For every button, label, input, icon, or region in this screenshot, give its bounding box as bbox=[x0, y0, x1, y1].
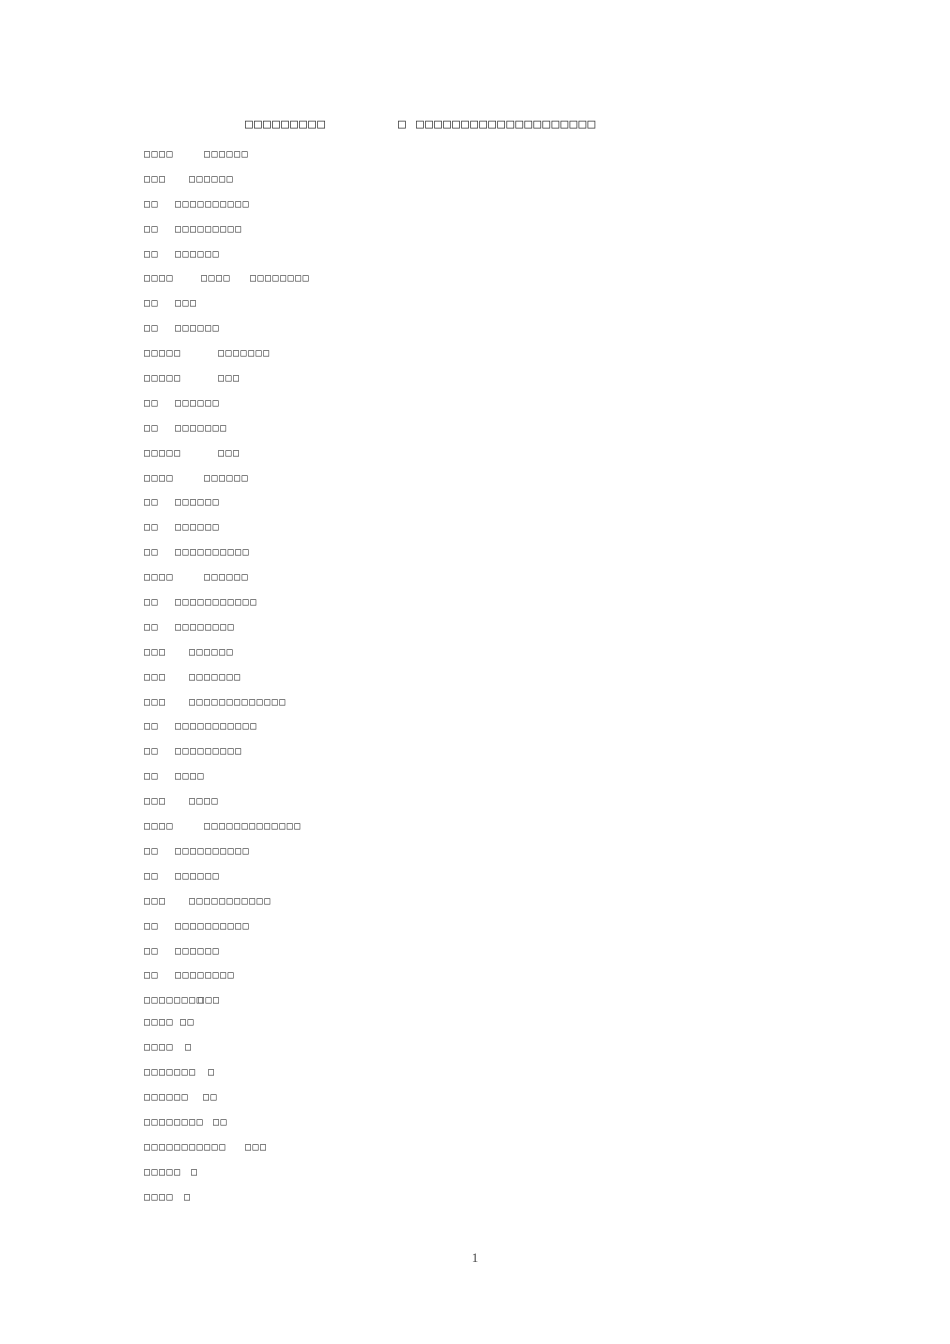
item-label: □□ bbox=[144, 298, 160, 310]
item-value: □□□□□□ bbox=[175, 522, 221, 534]
item-value: □□□□□□□□□ bbox=[175, 746, 243, 758]
item-value: □□□□ bbox=[189, 796, 220, 808]
item-label: □□ bbox=[144, 547, 160, 559]
item-label: □□ bbox=[144, 223, 160, 235]
item-label: □□ bbox=[144, 746, 160, 758]
item-label: □□□□□□□ bbox=[144, 1067, 197, 1079]
item-value: □□□ bbox=[245, 1141, 268, 1153]
item-value: □□□□□□ bbox=[175, 323, 221, 335]
item-value: □□□□□□ bbox=[175, 397, 221, 409]
item-value: □□□□□□□ bbox=[218, 348, 271, 360]
item-label: □□□□□ bbox=[144, 348, 182, 360]
item-value: □□□□□□□□ bbox=[175, 970, 236, 982]
item-value: □□ bbox=[213, 1116, 229, 1128]
item-label: □□ bbox=[144, 522, 160, 534]
item-value: □□□□□□□□□□□ bbox=[175, 721, 258, 733]
item-value: □ bbox=[208, 1067, 216, 1079]
item-note: □□□□□□□□ bbox=[250, 273, 311, 285]
item-value: □□ bbox=[203, 1091, 219, 1103]
page-number: 1 bbox=[471, 1250, 479, 1265]
item-label: □□ bbox=[144, 397, 160, 409]
item-label: □□□ bbox=[144, 646, 167, 658]
item-label: □□□□□□□□ bbox=[144, 995, 205, 1007]
item-label: □□ bbox=[144, 870, 160, 882]
item-label: □□□□ bbox=[144, 572, 175, 584]
item-value: □□□□□□□□□□ bbox=[175, 198, 251, 210]
item-value: □ bbox=[191, 1166, 199, 1178]
item-label: □□□ bbox=[144, 173, 167, 185]
item-value: □□□ bbox=[175, 298, 198, 310]
title-right: □ □□□□□□□□□□□□□□□□□□□□ bbox=[398, 117, 597, 132]
title-left: □□□□□□□□□ bbox=[245, 117, 327, 132]
item-value: □□□□□□ bbox=[175, 945, 221, 957]
item-label: □□□□□ bbox=[144, 447, 182, 459]
item-label: □□□ bbox=[144, 671, 167, 683]
item-label: □□□□□ bbox=[144, 1166, 182, 1178]
item-label: □□ bbox=[144, 771, 160, 783]
item-label: □□□□ bbox=[144, 273, 175, 285]
item-label: □□□ bbox=[144, 796, 167, 808]
item-value: □□□□□□□□□□ bbox=[175, 845, 251, 857]
item-label: □□ bbox=[144, 920, 160, 932]
item-label: □□□□□□□□ bbox=[144, 1116, 205, 1128]
item-value: □□□ bbox=[198, 995, 221, 1007]
item-label: □□ bbox=[144, 248, 160, 260]
item-value: □□□□□□□□ bbox=[175, 621, 236, 633]
item-value: □□□□□□ bbox=[189, 173, 235, 185]
item-label: □□ bbox=[144, 970, 160, 982]
item-label: □□□□ bbox=[144, 1042, 175, 1054]
item-value: □□□□□□□□□□□ bbox=[175, 597, 258, 609]
item-label: □□□□ bbox=[144, 149, 175, 160]
item-value: □□ bbox=[180, 1017, 196, 1029]
item-label: □□ bbox=[144, 845, 160, 857]
item-label: □□□□ bbox=[144, 472, 175, 484]
item-value: □ bbox=[184, 1191, 192, 1203]
item-label: □□□□□□□□□□□ bbox=[144, 1141, 227, 1153]
item-label: □□□□ bbox=[144, 1191, 175, 1203]
item-value: □□□□□□□□□□ bbox=[175, 920, 251, 932]
item-label: □□ bbox=[144, 945, 160, 957]
item-label: □□ bbox=[144, 323, 160, 335]
item-label: □□ bbox=[144, 621, 160, 633]
item-label: □□□ bbox=[144, 696, 167, 708]
item-value: □ bbox=[185, 1042, 193, 1054]
item-value: □□□□□□□□□ bbox=[175, 223, 243, 235]
item-label: □□□□ bbox=[144, 821, 175, 833]
item-value: □□□□□□□ bbox=[189, 671, 242, 683]
item-label: □□ bbox=[144, 422, 160, 434]
item-value: □□□□□□ bbox=[204, 572, 250, 584]
item-value: □□□ bbox=[218, 373, 241, 385]
item-label: □□ bbox=[144, 198, 160, 210]
page-title bbox=[0, 117, 950, 137]
item-value: □□□□□□ bbox=[204, 149, 250, 160]
item-value: □□□□□□ bbox=[175, 248, 221, 260]
item-value: □□□□ bbox=[201, 273, 232, 285]
item-value: □□□□□□□ bbox=[175, 422, 228, 434]
item-value: □□□□ bbox=[175, 771, 206, 783]
item-label: □□□□□□ bbox=[144, 1091, 190, 1103]
item-label: □□ bbox=[144, 497, 160, 509]
item-value: □□□□□□□□□□□□□ bbox=[189, 696, 287, 708]
item-value: □□□□□□ bbox=[175, 497, 221, 509]
item-value: □□□□□□□□□□□ bbox=[189, 895, 272, 907]
item-value: □□□□□□□□□□ bbox=[175, 547, 251, 559]
item-value: □□□ bbox=[218, 447, 241, 459]
item-label: □□ bbox=[144, 721, 160, 733]
item-label: □□□ bbox=[144, 895, 167, 907]
item-value: □□□□□□ bbox=[175, 870, 221, 882]
item-value: □□□□□□ bbox=[204, 472, 250, 484]
item-label: □□□□ bbox=[144, 1017, 175, 1029]
item-value: □□□□□□□□□□□□□ bbox=[204, 821, 302, 833]
item-label: □□ bbox=[144, 597, 160, 609]
item-value: □□□□□□ bbox=[189, 646, 235, 658]
item-label: □□□□□ bbox=[144, 373, 182, 385]
